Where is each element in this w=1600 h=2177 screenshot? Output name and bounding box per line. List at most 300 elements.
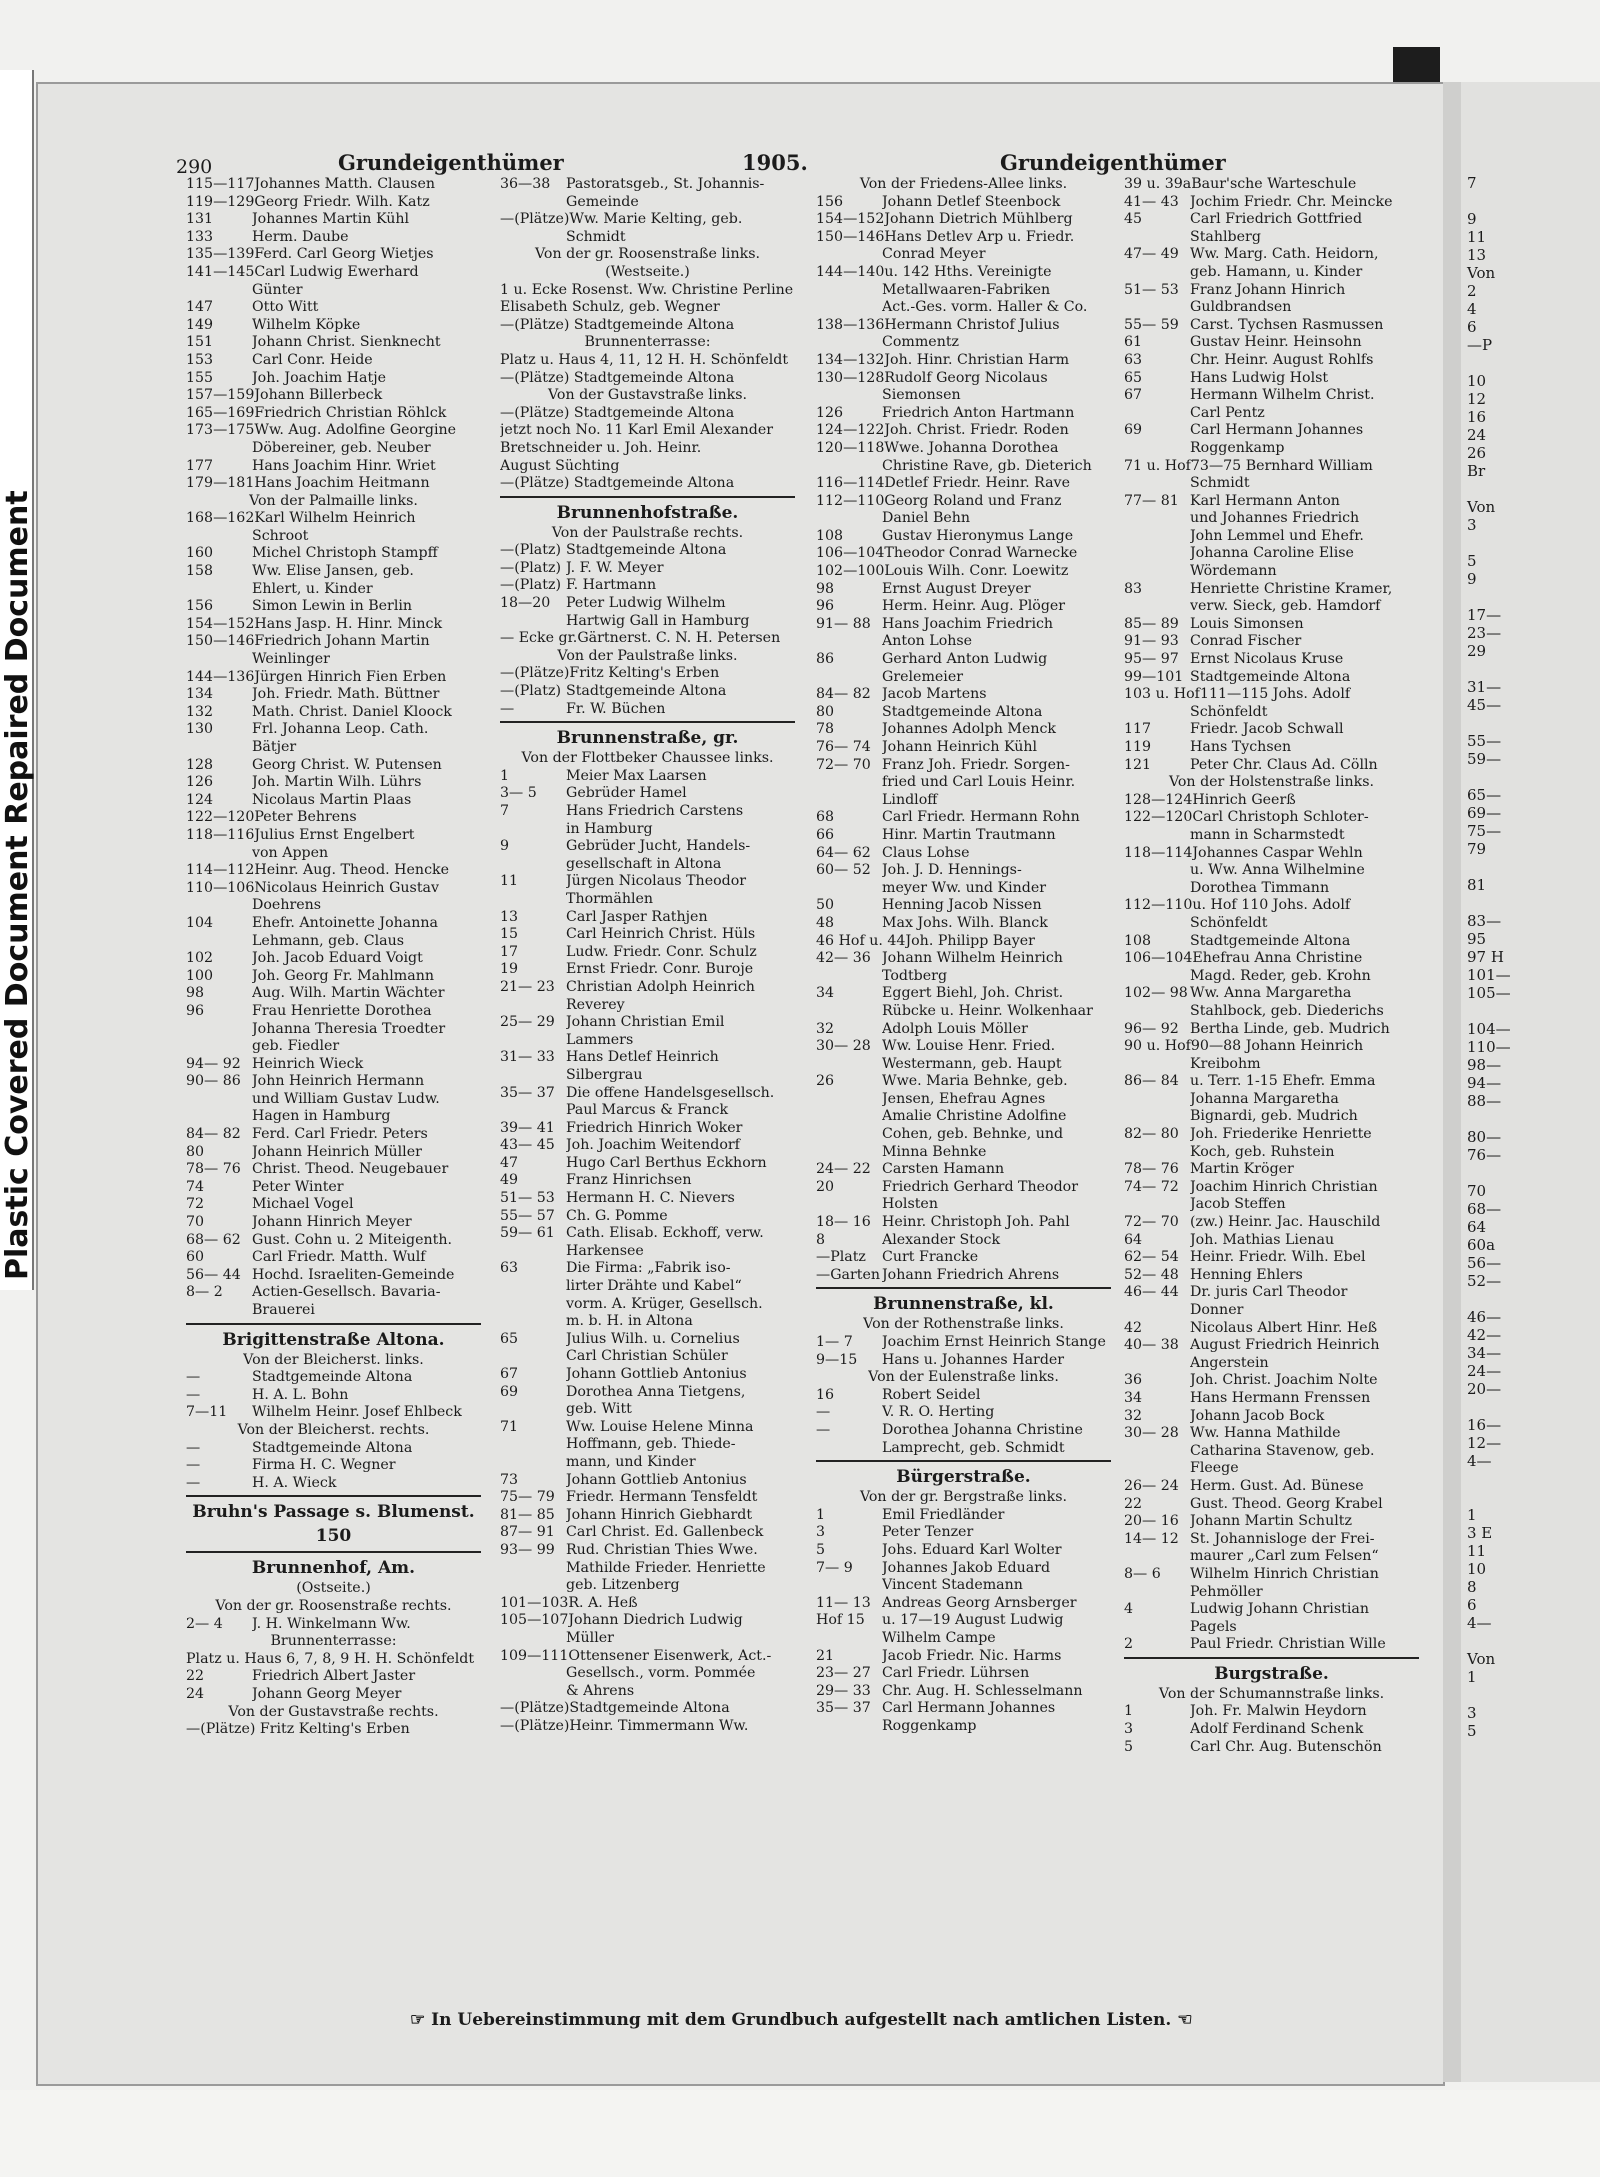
owner-name: Herm. Gust. Ad. Bünese [1190,1477,1364,1494]
entry-row [500,1260,795,1278]
owner-name: Conrad Meyer [882,246,986,263]
edge-entry: 8 [1467,1578,1477,1596]
entry-row [186,809,481,827]
owner-name: Jacob Martens [882,686,987,703]
edge-entry: 52— [1467,1272,1502,1290]
owner-name: Thormählen [566,890,654,907]
entry-row [816,862,1111,880]
entry-row [500,821,795,839]
entry-row [816,985,1111,1003]
house-number: 130 [186,721,214,738]
owner-name: Eggert Biehl, Joh. Christ. [882,985,1064,1002]
entry-row [500,1225,795,1243]
owner-name: Nicolaus Albert Hinr. Heß [1190,1319,1378,1336]
owner-name: Johanna Margaretha [1190,1090,1339,1107]
house-number: 177 [186,457,214,474]
house-number [500,1278,566,1296]
house-number [186,933,252,951]
house-number: 17 [500,943,519,960]
owner-name: Schmidt [1190,475,1250,492]
edge-entry: 79 [1467,840,1487,858]
next-page-edge-list [1461,82,1600,1740]
owner-name: Wwe. Johanna Dorothea [884,439,1059,456]
house-number [186,581,252,599]
direction-note: Von der Gustavstraße links. [547,387,748,404]
entry-row [1124,1619,1419,1637]
house-number: 13 [500,908,519,925]
entry-row [186,1475,481,1493]
house-number: 134 [186,686,214,703]
edge-entry [1461,1290,1600,1308]
house-number: 69 [500,1383,519,1400]
owner-name: Gärtnerst. C. N. H. Petersen [577,630,781,647]
entry-row [500,701,795,719]
owner-name: Joh. Christ. Joachim Nolte [1190,1372,1378,1389]
house-number: 105—107 [500,1612,569,1629]
edge-entry [1461,1164,1600,1182]
owner-name: Schönfeldt [1190,703,1268,720]
house-number: 43— 45 [500,1137,555,1154]
owner-name: Die offene Handelsgesellsch. [566,1084,775,1101]
owner-name: 111—115 Johs. Adolf [1199,686,1351,703]
direction-note: Von der Gustavstraße rechts. [228,1703,439,1720]
house-number: —Platz [816,1249,866,1266]
house-number: 133 [186,228,214,245]
owner-name: Stadtgemeinde Altona [252,1439,413,1456]
entry-row [500,1436,795,1454]
owner-name: u. 17—19 August Ludwig [882,1612,1064,1629]
house-number: 106—104 [1124,950,1193,967]
edge-entry: 29 [1467,642,1487,660]
house-number: 77— 81 [1124,492,1179,509]
owner-name: Fr. W. Büchen [566,700,666,717]
owner-name: Jürgen Hinrich Fien Erben [254,668,447,685]
entry-row [500,1278,795,1296]
entry-row [500,803,795,821]
house-number: 64— 62 [816,844,871,861]
house-number: 115—117 [186,176,255,192]
entry-row [816,704,1111,722]
house-number: 103 u. Hof [1124,686,1200,703]
house-number: 69 [1124,422,1143,439]
house-number: 95— 97 [1124,651,1179,668]
entry-row [186,985,481,1003]
house-number: 122—120 [1124,809,1193,826]
house-number [500,1630,566,1648]
owner-name: Commentz [882,334,960,351]
entry-row [1124,545,1419,563]
house-number [1124,440,1190,458]
owner-name: Johann Dietrich Mühlberg [884,211,1073,228]
owner-name: Jacob Steffen [1190,1196,1286,1213]
entry-row [1124,1425,1419,1443]
house-number: 74— 72 [1124,1178,1179,1195]
owner-name: Louis Wilh. Conr. Loewitz [884,563,1069,580]
house-number: 63 [500,1260,519,1277]
edge-entry: 46— [1467,1308,1502,1326]
house-number: 34 [816,985,835,1002]
edge-entry: Von [1467,498,1496,516]
entry-line: —(Plätze) Stadtgemeinde Altona [500,475,735,492]
house-number [1124,704,1190,722]
entry-row [816,1683,1111,1701]
entry-row [816,493,1111,511]
entry-row [500,1595,795,1613]
house-number: 45 [1124,211,1143,228]
owner-name: Jacob Friedr. Nic. Harms [882,1647,1062,1664]
entry-row [500,1155,795,1173]
owner-name: verw. Sieck, geb. Hamdorf [1190,598,1381,615]
owner-name: Heinr. Christoph Joh. Pahl [882,1214,1070,1231]
entry-row [1124,1056,1419,1074]
street-heading: Brunnenhof, Am. [251,1558,416,1579]
entry-row [1124,1196,1419,1214]
house-number [186,897,252,915]
edge-entry: 34— [1467,1344,1502,1362]
direction-note: Von der Paulstraße links. [557,647,738,664]
house-number: 102— 98 [1124,985,1188,1002]
edge-entry [1461,894,1600,912]
owner-name: Stadtgemeinde Altona [1190,668,1351,685]
entry-row [186,581,481,599]
house-number: 70 [186,1214,205,1231]
owner-name: Roggenkamp [1190,439,1285,456]
entry-row [500,1489,795,1507]
owner-name: Johann Hinrich Giebhardt [566,1506,753,1523]
house-number: 11— 13 [816,1594,871,1611]
owner-name: Carl Jasper Rathjen [566,908,708,925]
page-number: 290 [176,156,213,178]
house-number: 109—111 [500,1647,569,1664]
entry-row [186,1021,481,1039]
owner-name: Robert Seidel [882,1386,981,1403]
edge-entry: 97 H [1467,948,1504,966]
entry-row [186,1091,481,1109]
owner-name: Ernst Friedr. Conr. Buroje [566,961,754,978]
house-number [500,856,566,874]
entry-row [1124,282,1419,300]
house-number: 4 [1124,1601,1134,1618]
house-number: 39 u. 39a [1124,176,1192,192]
owner-name: u. Terr. 1-15 Ehefr. Emma [1190,1073,1376,1090]
entry-row [816,1126,1111,1144]
entry-row [816,933,1111,951]
street-heading: Burgstraße. [1214,1663,1329,1684]
entry-row [1124,862,1419,880]
edge-entry: 11 [1467,1542,1487,1560]
house-number [816,774,882,792]
owner-name: Hagen in Hamburg [252,1108,391,1125]
owner-name: Joh. Georg Fr. Mahlmann [252,967,434,984]
entry-row [816,545,1111,563]
owner-name: Johann Heinrich Kühl [882,739,1038,755]
house-number: 21— 23 [500,978,555,995]
edge-entry: 7 [1467,174,1477,192]
owner-name: Hans Tychsen [1190,739,1292,755]
edge-entry [1461,1398,1600,1416]
house-number [500,1313,566,1331]
entry-row [1124,1408,1419,1426]
edge-entry: 98— [1467,1056,1502,1074]
edge-entry: 65— [1467,786,1502,804]
entry-row [1124,809,1419,827]
house-number: 141—145 [186,263,255,280]
house-number: 32 [816,1020,835,1037]
entry-row [186,862,481,880]
owner-name: und William Gustav Ludw. [252,1090,440,1107]
entry-row [500,229,795,247]
owner-name: Joh. Joachim Hatje [252,369,386,386]
entry-row [1124,1108,1419,1126]
house-number [1124,1302,1190,1320]
house-number: 114—112 [186,862,255,879]
entry-row [186,633,481,651]
house-number [1124,1056,1190,1074]
edge-entry: 5 [1467,552,1477,570]
entry-line: 1 u. Ecke Rosenst. Ww. Christine Perline [500,281,794,298]
owner-name: Frau Henriette Dorothea [252,1002,432,1019]
house-number [186,1108,252,1126]
owner-name: Siemonsen [882,387,961,404]
entry-row [816,282,1111,300]
owner-name: Fleege [1190,1460,1239,1477]
edge-entry: 24 [1467,426,1487,444]
entry-row [500,1331,795,1349]
owner-name: Henning Jacob Nissen [882,897,1042,914]
edge-entry: 9 [1467,210,1477,228]
entry-row [1124,493,1419,511]
entry-row [816,1267,1111,1285]
owner-name: Ww. Louise Helene Minna [566,1418,754,1435]
house-number: 25— 29 [500,1014,555,1031]
entry-row [186,317,481,335]
owner-name: Peter Chr. Claus Ad. Cölln [1190,756,1378,773]
edge-entry: 42— [1467,1326,1502,1344]
house-number [500,1102,566,1120]
owner-name: Joachim Hinrich Christian [1190,1178,1378,1195]
owner-name: Lamprecht, geb. Schmidt [882,1439,1065,1456]
entry-row [1124,1038,1419,1056]
house-number [816,458,882,476]
house-number: 138—136 [816,316,885,333]
entry-row [500,665,795,683]
entry-row [1124,827,1419,845]
entry-row [1124,1284,1419,1302]
house-number: 62— 54 [1124,1249,1179,1266]
house-number: — [186,1369,201,1386]
house-number: 15 [500,926,519,943]
owner-name: H. A. Wieck [252,1474,337,1491]
entry-row [816,1700,1111,1718]
owner-name: Paul Friedr. Christian Wille [1190,1636,1386,1653]
owner-name: gesellschaft in Altona [566,855,722,872]
owner-name: Gebrüder Jucht, Handels- [566,838,751,855]
house-number: 118—114 [1124,844,1193,861]
house-number: 16 [816,1386,835,1403]
edge-entry: 3 [1467,1704,1477,1722]
edge-entry: 64 [1467,1218,1487,1236]
entry-row [186,1249,481,1267]
owner-name: Henriette Christine Kramer, [1190,580,1393,597]
entry-row [500,1665,795,1683]
entry-row [816,458,1111,476]
house-number [1124,563,1190,581]
owner-name: Emil Friedländer [882,1506,1005,1523]
house-number [500,1296,566,1314]
owner-name: R. A. Heß [568,1594,638,1611]
entry-row [186,1387,481,1405]
house-number [816,246,882,264]
owner-name: Stadtgemeinde Altona [566,683,727,700]
owner-name: Herm. Heinr. Aug. Plöger [882,598,1066,615]
house-number: 5 [816,1541,826,1558]
entry-row [816,1387,1111,1405]
owner-name: Carl Christian Schüler [566,1348,728,1365]
edge-entry: 76— [1467,1146,1502,1164]
house-number: — [186,1474,201,1491]
owner-name: Christian Adolph Heinrich [566,978,755,995]
owner-name: Angerstein [1190,1354,1269,1371]
entry-row [500,1718,795,1736]
owner-name: Stadtgemeinde Altona [569,1700,730,1717]
edge-entry: 31— [1467,678,1502,696]
edge-entry: 11 [1467,228,1487,246]
owner-name: Lindloff [882,791,938,808]
owner-name: Carl Christoph Schloter- [1192,809,1369,826]
owner-name: Johannes Matth. Clausen [254,176,435,192]
edge-entry: 83— [1467,912,1502,930]
entry-row [186,229,481,247]
house-number: 104 [186,914,214,931]
house-number: 68 [816,809,835,826]
owner-name: Doehrens [252,897,322,914]
entry-row [186,669,481,687]
house-number: 102 [186,950,214,967]
edge-entry: 68— [1467,1200,1502,1218]
entry-row [1124,1126,1419,1144]
owner-name: Gemeinde [566,193,639,210]
owner-name: Pehmöller [1190,1583,1263,1600]
entry-row [1124,1302,1419,1320]
house-number [186,440,252,458]
edge-entry: 5 [1467,1722,1477,1740]
entry-row [816,334,1111,352]
entry-row [816,845,1111,863]
entry-row [500,1507,795,1525]
house-number: 47— 49 [1124,246,1179,263]
owner-name: Johann Georg Meyer [252,1685,402,1702]
house-number [816,1718,882,1736]
house-number: — [186,1386,201,1403]
house-number: 73 [500,1471,519,1488]
street-heading: Brigittenstraße Altona. [222,1329,445,1350]
owner-name: Peter Behrens [254,809,357,826]
entry-row [500,1560,795,1578]
entry-row [1124,1021,1419,1039]
owner-name: Donner [1190,1302,1244,1318]
house-number: 124—122 [816,422,885,439]
owner-name: Andreas Georg Arnsberger [882,1594,1077,1611]
owner-name: Nicolaus Martin Plaas [252,791,412,808]
edge-entry: 69— [1467,804,1502,822]
entry-row [1124,458,1419,476]
entry-row [500,613,795,631]
house-number: 124 [186,791,214,808]
owner-name: Johannes Martin Kühl [252,211,410,228]
entry-row [186,1302,481,1320]
house-number: 100 [186,967,214,984]
owner-name: Carl Christ. Ed. Gallenbeck [566,1524,764,1541]
owner-name: u. Ww. Anna Wilhelmine [1190,862,1365,879]
owner-name: Stadtgemeinde Altona [882,703,1043,720]
edge-entry [1461,1686,1600,1704]
entry-row [816,1718,1111,1736]
owner-name: Actien-Gesellsch. Bavaria- [252,1284,441,1301]
entry-row [1124,1372,1419,1390]
owner-name: Heinr. Timmermann Ww. [569,1717,749,1734]
owner-name: Ernst Nicolaus Kruse [1190,651,1344,668]
entry-row [186,1440,481,1458]
owner-name: Pagels [1190,1618,1237,1635]
entry-row [500,1384,795,1402]
owner-name: 90—88 Johann Heinrich [1190,1038,1364,1055]
house-number [1124,545,1190,563]
house-number: —(Plätze) [500,665,570,682]
entry-row [186,1126,481,1144]
entry-row [186,440,481,458]
owner-name: Gustav Heinr. Heinsohn [1190,334,1362,351]
owner-name: Adolf Ferdinand Schenk [1190,1721,1364,1738]
edge-entry [1461,714,1600,732]
entry-line: —(Plätze) Stadtgemeinde Altona [500,404,735,421]
entry-row [816,475,1111,493]
house-number: 60 [186,1249,205,1266]
edge-entry [1461,1488,1600,1506]
house-number [1124,1355,1190,1373]
edge-entry: 105— [1467,984,1511,1002]
entry-row [500,1524,795,1542]
entry-row [816,1056,1111,1074]
owner-name: Johann Christian Emil [566,1014,725,1031]
owner-name: Carl Friedr. Lührsen [882,1665,1030,1682]
house-number: 130—128 [816,369,885,386]
owner-name: Ferd. Carl Georg Wietjes [254,246,434,263]
entry-row [186,334,481,352]
edge-entry: 26 [1467,444,1487,462]
house-number [1124,1196,1190,1214]
owner-name: Wördemann [1190,563,1277,580]
owner-name: Friedrich Hinrich Woker [566,1119,743,1136]
entry-row [816,598,1111,616]
entry-row [816,721,1111,739]
house-number [500,1067,566,1085]
entry-row [186,246,481,264]
house-number: 168—162 [186,510,255,527]
entry-row [1124,1566,1419,1584]
owner-name: Stadtgemeinde Altona [252,1369,413,1386]
house-number [500,1032,566,1050]
owner-name: Schönfeldt [1190,914,1268,931]
owner-name: Carl Friedrich Gottfried [1190,211,1363,228]
owner-name: Minna Behnke [882,1143,987,1160]
house-number [816,282,882,300]
owner-name: Johann Jacob Bock [1190,1407,1325,1424]
edge-entry: 94— [1467,1074,1502,1092]
entry-row [816,1595,1111,1613]
entry-row [186,1616,481,1634]
entry-row [186,1232,481,1250]
house-number [816,1056,882,1074]
